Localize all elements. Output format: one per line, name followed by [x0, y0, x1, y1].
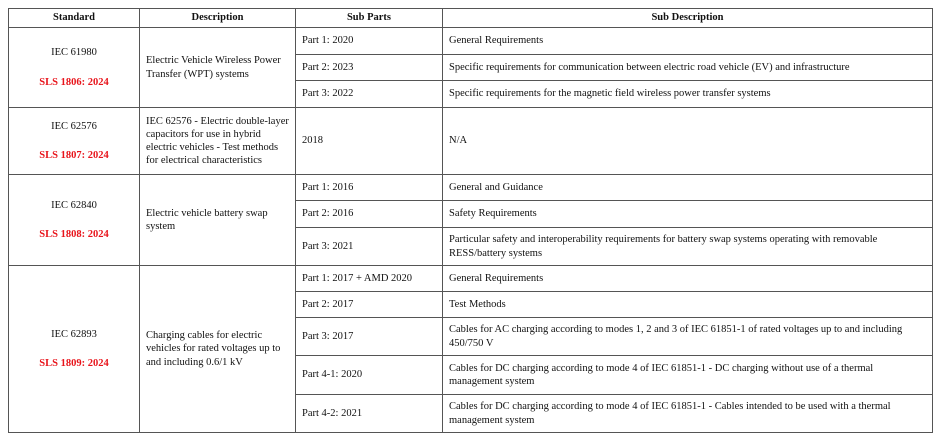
- sls-code: SLS 1806: 2024: [39, 76, 109, 88]
- sub-description-cell: Specific requirements for communication between electric road vehicle (EV) and infrastructure: [443, 55, 933, 81]
- sub-part-cell: Part 2: 2016: [296, 201, 443, 228]
- standard-cell: [9, 175, 140, 266]
- sub-part-cell: Part 1: 2017 + AMD 2020: [296, 266, 443, 292]
- standard-cell: [9, 266, 140, 433]
- sub-part-cell: 2018: [296, 108, 443, 175]
- sub-description-cell: General and Guidance: [443, 175, 933, 201]
- description-cell: Electric Vehicle Wireless Power Transfer (WPT) systems: [140, 28, 296, 108]
- sls-code: SLS 1809: 2024: [39, 358, 109, 369]
- iec-code: IEC 61980: [51, 47, 97, 59]
- sub-description-cell: N/A: [443, 108, 933, 175]
- table-row: [9, 175, 933, 201]
- sub-description-cell: Test Methods: [443, 292, 933, 318]
- sub-part-cell: Part 1: 2020: [296, 28, 443, 55]
- header-sub-description: Sub Description: [443, 9, 933, 28]
- sub-part-cell: Part 3: 2017: [296, 318, 443, 356]
- header-description: Description: [140, 9, 296, 28]
- sub-part-cell: Part 1: 2016: [296, 175, 443, 201]
- description-cell: IEC 62576 - Electric double-layer capacitors for use in hybrid electric vehicles - Test methods for electrical characteristics: [140, 108, 296, 175]
- header-standard: Standard: [9, 9, 140, 28]
- sub-description-cell: Particular safety and interoperability requirements for battery swap systems operating with removable RESS/battery systems: [443, 228, 933, 266]
- sub-part-cell: Part 3: 2022: [296, 81, 443, 108]
- standard-cell: [9, 28, 140, 108]
- table-row: [9, 108, 933, 175]
- iec-code: IEC 62576: [51, 120, 97, 132]
- table-row: [9, 266, 933, 292]
- sub-part-cell: Part 2: 2017: [296, 292, 443, 318]
- sls-code: SLS 1808: 2024: [39, 229, 109, 240]
- sls-code: SLS 1807: 2024: [39, 150, 109, 161]
- sub-description-cell: General Requirements: [443, 28, 933, 55]
- sub-part-cell: Part 2: 2023: [296, 55, 443, 81]
- sub-description-cell: Cables for DC charging according to mode 4 of IEC 61851-1 - DC charging without use of a thermal management system: [443, 356, 933, 395]
- iec-code: IEC 62893: [51, 328, 97, 340]
- sub-part-cell: Part 4-1: 2020: [296, 356, 443, 395]
- header-row: [9, 9, 933, 28]
- iec-code: IEC 62840: [51, 199, 97, 211]
- description-cell: Electric vehicle battery swap system: [140, 175, 296, 266]
- header-sub-parts: Sub Parts: [296, 9, 443, 28]
- standards-table: [8, 8, 933, 433]
- sub-description-cell: General Requirements: [443, 266, 933, 292]
- sub-part-cell: Part 3: 2021: [296, 228, 443, 266]
- table-row: [9, 28, 933, 55]
- standard-cell: [9, 108, 140, 175]
- sub-description-cell: Safety Requirements: [443, 201, 933, 228]
- sub-part-cell: Part 4-2: 2021: [296, 395, 443, 433]
- sub-description-cell: Cables for AC charging according to modes 1, 2 and 3 of IEC 61851-1 of rated voltages up to and including 450/750 V: [443, 318, 933, 356]
- sub-description-cell: Specific requirements for the magnetic field wireless power transfer systems: [443, 81, 933, 108]
- description-cell: Charging cables for electric vehicles for rated voltages up to and including 0.6/1 kV: [140, 266, 296, 433]
- sub-description-cell: Cables for DC charging according to mode 4 of IEC 61851-1 - Cables intended to be used with a thermal management system: [443, 395, 933, 433]
